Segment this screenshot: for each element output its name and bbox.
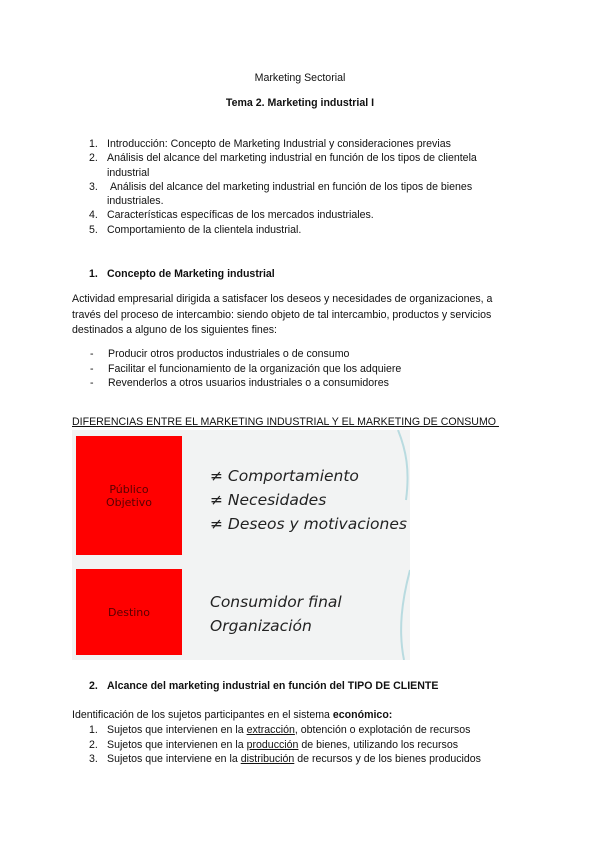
dash-bullet: -	[90, 362, 94, 375]
toc-text: Introducción: Concepto de Marketing Industrial y consideraciones previas	[107, 138, 451, 150]
box-label: Destino	[107, 605, 151, 619]
section2-number: 2.	[89, 680, 98, 692]
course-title: Marketing Sectorial	[254, 72, 346, 84]
destination-item: Organización	[210, 617, 312, 635]
toc-item	[71, 208, 511, 222]
difference-item: ≠ Necesidades	[210, 491, 327, 509]
list-item	[90, 362, 401, 377]
toc-number: 2.	[89, 152, 98, 165]
difference-item: ≠ Comportamiento	[210, 467, 359, 485]
topic-title: Tema 2. Marketing industrial I	[225, 97, 375, 109]
toc-item	[71, 223, 511, 237]
toc-number: 1.	[89, 138, 98, 150]
item-number: 3.	[89, 753, 98, 765]
section1-paragraph: Actividad empresarial dirigida a satisfacer los deseos y necesidades de organizaciones, a través del proceso de intercambio: siendo objeto de tal intercambio, productos y servicios destinados a alguno de los siguientes fines:	[72, 293, 493, 336]
purpose-list	[90, 347, 401, 391]
item-underlined: extracción	[246, 724, 295, 736]
toc-text: Características específicas de los mercados industriales.	[107, 209, 374, 222]
target-audience-box	[76, 436, 182, 555]
item-text: , obtención o explotación de recursos	[294, 724, 471, 736]
toc-text: Análisis del alcance del marketing industrial en función de los tipos de clientela industrial	[107, 152, 477, 179]
section2-intro	[72, 709, 392, 721]
table-of-contents	[71, 137, 511, 237]
differences-list	[210, 464, 407, 536]
item-number: 2.	[89, 738, 98, 751]
list-item-text: Revenderlos a otros usuarios industriales o a consumidores	[108, 377, 389, 389]
item-text: de bienes, utilizando los recursos	[298, 738, 459, 751]
intro-bold-text: económico:	[332, 709, 393, 721]
list-item	[71, 752, 481, 767]
dash-bullet: -	[90, 348, 94, 360]
list-item-text: Producir otros productos industriales o de consumo	[108, 348, 350, 360]
list-item	[90, 347, 401, 362]
toc-text: Comportamiento de la clientela industrial.	[107, 223, 302, 236]
destination-list	[210, 590, 342, 638]
toc-number: 5.	[89, 223, 98, 236]
box-label-line: Público	[109, 482, 149, 496]
item-text: Sujetos que intervienen en la	[107, 724, 247, 736]
intro-text: Identificación de los sujetos participantes en el sistema	[72, 709, 333, 721]
arc-bottom	[401, 570, 410, 660]
item-number: 1.	[89, 724, 98, 736]
item-text: Sujetos que intervienen en la	[107, 738, 247, 751]
difference-item: ≠ Deseos y motivaciones	[210, 515, 407, 533]
section1-number: 1.	[89, 268, 98, 280]
section1-heading: Concepto de Marketing industrial	[107, 268, 275, 280]
toc-item	[71, 180, 511, 209]
section2-heading: Alcance del marketing industrial en función del TIPO DE CLIENTE	[107, 680, 439, 692]
list-item	[71, 738, 481, 753]
list-item	[90, 376, 401, 391]
item-underlined: distribución	[240, 753, 295, 765]
participants-list	[71, 723, 481, 767]
comparison-figure	[72, 430, 410, 660]
toc-number: 3.	[89, 180, 98, 193]
list-item-text: Facilitar el funcionamiento de la organización que los adquiere	[108, 362, 402, 375]
differences-heading: DIFERENCIAS ENTRE EL MARKETING INDUSTRIAL Y EL MARKETING DE CONSUMO	[72, 416, 499, 428]
dash-bullet: -	[90, 377, 94, 389]
toc-item	[71, 137, 511, 151]
item-text: de recursos y de los bienes producidos	[294, 753, 481, 765]
destination-box	[76, 569, 182, 655]
list-item	[71, 723, 481, 738]
toc-item	[71, 151, 511, 180]
box-label-line: Objetivo	[105, 495, 153, 509]
destination-item: Consumidor final	[210, 593, 342, 611]
item-underlined: producción	[246, 738, 299, 751]
item-text: Sujetos que interviene en la	[107, 753, 241, 765]
toc-number: 4.	[89, 209, 98, 222]
toc-text: Análisis del alcance del marketing industrial en función de los tipos de bienes industriales.	[107, 180, 476, 208]
